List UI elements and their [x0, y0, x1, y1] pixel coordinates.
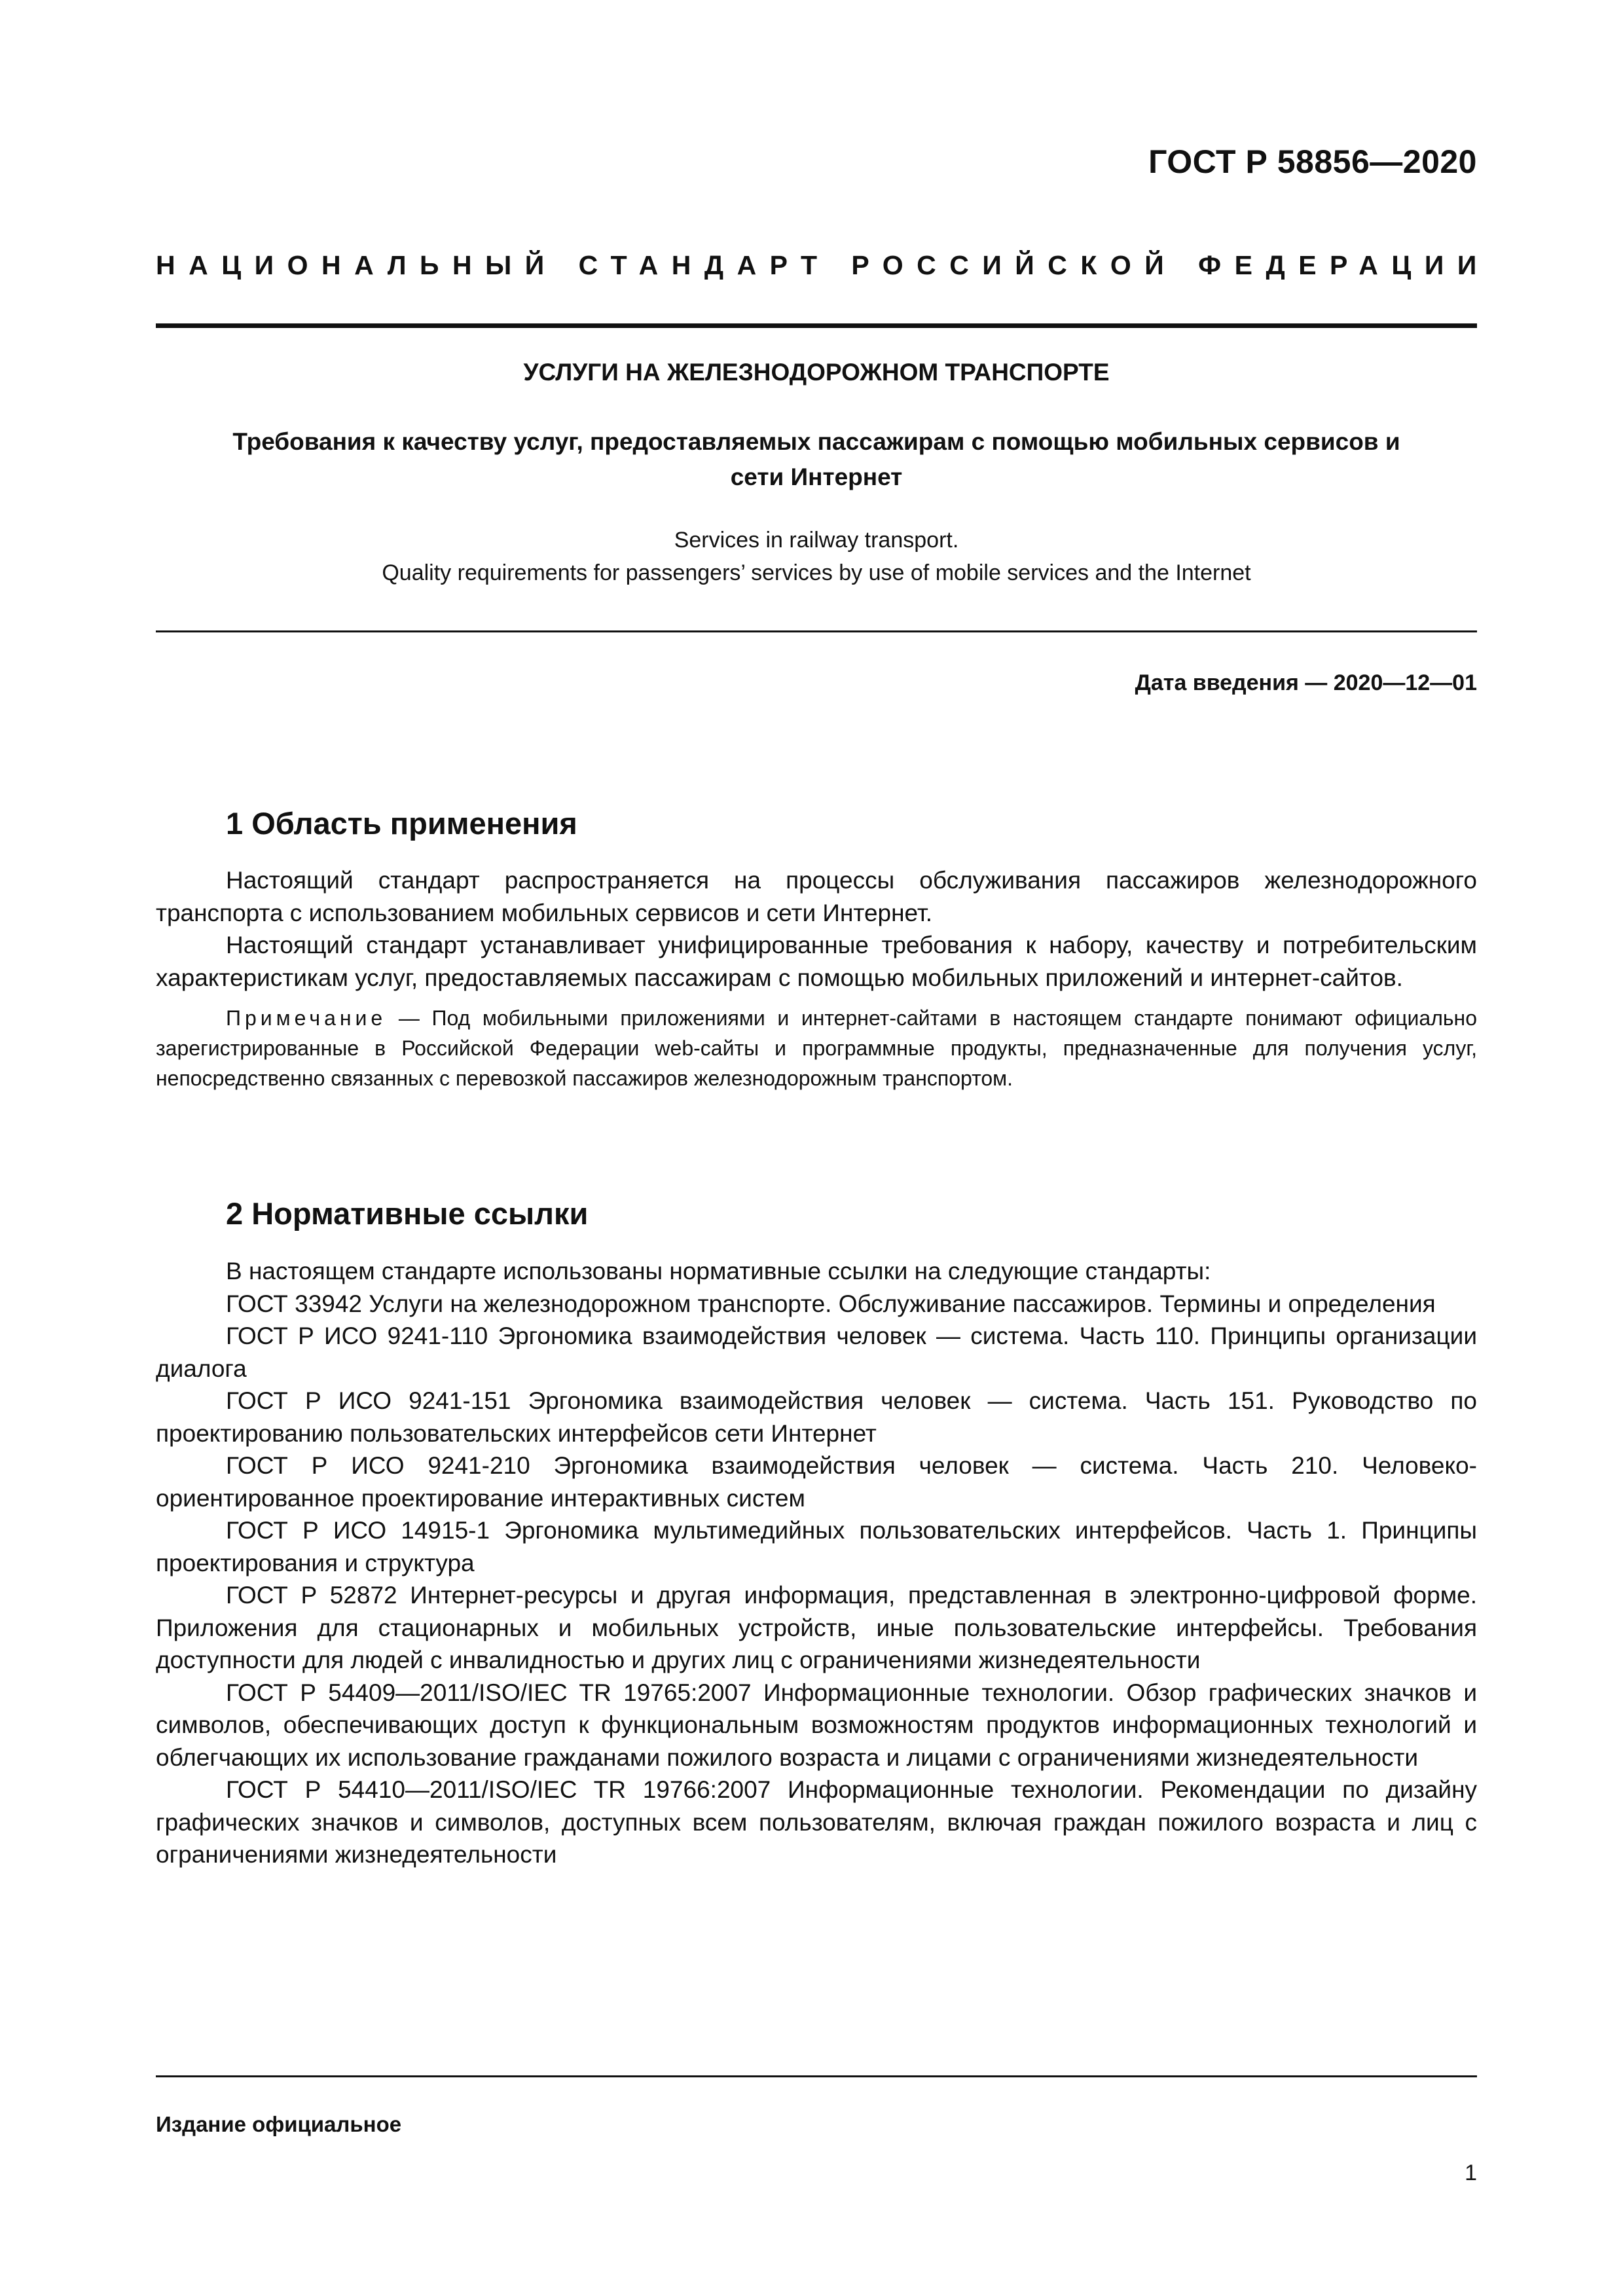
- subtitle-line: Требования к качеству услуг, предоставляемых пассажирам с помощью мобильных сервисов и: [232, 428, 1400, 455]
- standard-title: УСЛУГИ НА ЖЕЛЕЗНОДОРОЖНОМ ТРАНСПОРТЕ: [523, 359, 1110, 386]
- english-title-line: Quality requirements for passengers’ services by use of mobile services and the Internet: [382, 560, 1251, 585]
- reference-item: ГОСТ Р ИСО 9241-151 Эргономика взаимодействия человек — система. Часть 151. Руководство по проектированию пользовательских интерфейсов сети Интернет: [156, 1387, 1477, 1447]
- section-body-scope: [156, 864, 1477, 1093]
- paragraph: Настоящий стандарт устанавливает унифицированные требования к набору, качеству и потребительским характеристикам услуг, предоставляемых пассажирам с помощью мобильных приложений и интернет-сайтов.: [156, 932, 1477, 991]
- title-rule: [156, 630, 1477, 632]
- reference-item: ГОСТ Р ИСО 9241-110 Эргономика взаимодействия человек — система. Часть 110. Принципы организации диалога: [156, 1322, 1477, 1382]
- document-number: ГОСТ Р 58856—2020: [1148, 143, 1477, 180]
- paragraph: Настоящий стандарт распространяется на процессы обслуживания пассажиров железнодорожного транспорта с использованием мобильных сервисов и сети Интернет.: [156, 867, 1477, 926]
- reference-item: ГОСТ Р ИСО 9241-210 Эргономика взаимодействия человек — система. Часть 210. Человеко-ориентированное проектирование интерактивных систем: [156, 1452, 1477, 1512]
- section-heading-references: 2 Нормативные ссылки: [226, 1196, 589, 1231]
- reference-item: ГОСТ Р 54409—2011/ISO/IEC TR 19765:2007 Информационные технологии. Обзор графических значков и символов, обеспечивающих доступ к функциональным возможностям продуктов информационных технологий и облегчающих их использование гражданами пожилого возраста и лицами с ограничениями жизнедеятельности: [156, 1679, 1477, 1771]
- national-standard-title: НАЦИОНАЛЬНЫЙ СТАНДАРТ РОССИЙСКОЙ ФЕДЕРАЦИИ: [156, 250, 1490, 280]
- section-body-references: [156, 1255, 1477, 1871]
- english-title: [156, 524, 1477, 589]
- reference-item: ГОСТ 33942 Услуги на железнодорожном транспорте. Обслуживание пассажиров. Термины и определения: [226, 1290, 1436, 1317]
- reference-item: ГОСТ Р ИСО 14915-1 Эргономика мультимедийных пользовательских интерфейсов. Часть 1. Принципы проектирования и структура: [156, 1517, 1477, 1576]
- note: [156, 1003, 1477, 1093]
- subtitle-line: сети Интернет: [730, 464, 903, 490]
- reference-item: ГОСТ Р 54410—2011/ISO/IEC TR 19766:2007 Информационные технологии. Рекомендации по дизайну графических значков и символов, доступных всем пользователям, включая граждан пожилого возраста и лиц с ограничениями жизнедеятельности: [156, 1776, 1477, 1868]
- paragraph: В настоящем стандарте использованы нормативные ссылки на следующие стандарты:: [226, 1258, 1211, 1285]
- note-label: Примечание: [226, 1006, 387, 1030]
- reference-item: ГОСТ Р 52872 Интернет-ресурсы и другая информация, представленная в электронно-цифровой форме. Приложения для стационарных и мобильных устройств, иные пользовательские интерфейсы. Требования доступности для людей с инвалидностью и других лиц с ограничениями жизнедеятельности: [156, 1582, 1477, 1673]
- introduction-date: Дата введения — 2020—12—01: [1135, 670, 1477, 695]
- note-text: — Под мобильными приложениями и интернет-сайтами в настоящем стандарте понимают официально зарегистрированные в Российской Федерации web-сайты и программные продукты, предназначенные для получения услуг, непосредственно связанных с перевозкой пассажиров железнодорожным транспортом.: [156, 1006, 1477, 1090]
- standard-subtitle: [156, 424, 1477, 495]
- page-number: 1: [1465, 2160, 1477, 2185]
- header-rule: [156, 323, 1477, 328]
- section-heading-scope: 1 Область применения: [226, 806, 577, 841]
- english-title-line: Services in railway transport.: [674, 528, 959, 553]
- official-edition-label: Издание официальное: [156, 2112, 402, 2136]
- footer-rule: [156, 2075, 1477, 2077]
